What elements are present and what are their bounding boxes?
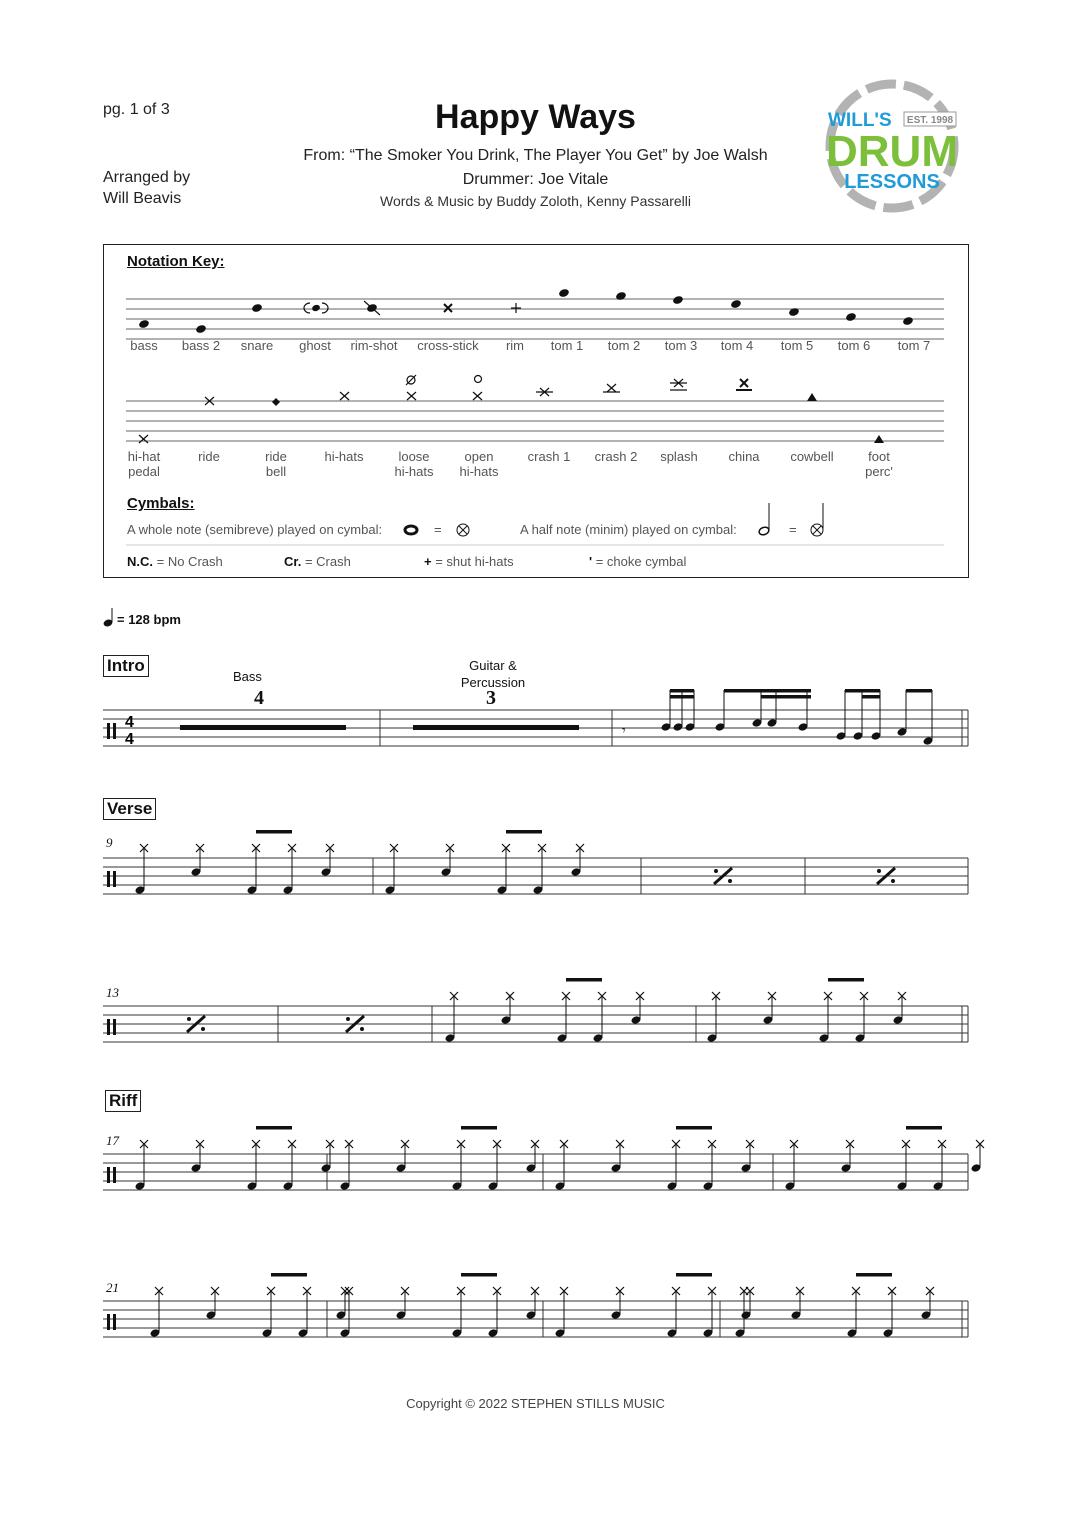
logo-est: EST. 1998 <box>906 115 954 126</box>
logo-line1: WILL'S <box>828 110 892 131</box>
repeat-bar-14-dot2 <box>360 1027 364 1031</box>
notation-key-heading: Notation Key: <box>127 253 225 270</box>
logo-line3: LESSONS <box>844 171 940 193</box>
r24-beam <box>856 1273 892 1277</box>
rehearsal-intro: Intro <box>103 655 149 677</box>
repeat-bar-14-dot1 <box>346 1017 350 1021</box>
arranger-name: Will Beavis <box>103 190 182 207</box>
r22-beam <box>461 1273 497 1277</box>
key-label-13: tom 7 <box>897 338 931 353</box>
repeat-bar-11-dot1 <box>714 869 718 873</box>
legend-shut-hihats: + = shut hi-hats <box>424 554 514 569</box>
key-label-9: tom 3 <box>664 338 698 353</box>
multirest-guitar <box>413 725 579 730</box>
whole-note-text: A whole note (semibreve) played on cymbal: <box>127 522 383 537</box>
key-label2-2: ride bell <box>265 449 287 479</box>
rehearsal-riff: Riff <box>105 1090 141 1112</box>
riff-staff-1-clef-b <box>113 1167 116 1183</box>
riff-staff-2-clef-a <box>107 1314 110 1330</box>
guitar-multirest-label: Guitar & Percussion <box>460 658 526 690</box>
key-label-11: tom 5 <box>780 338 814 353</box>
whole-equals: = <box>434 522 442 537</box>
measure-number-9: 9 <box>106 835 113 850</box>
verse-staff-1-clef-b <box>113 871 116 887</box>
key-label-4: rim-shot <box>350 338 398 353</box>
intro-staff-clef-b <box>113 723 116 739</box>
r20-beam <box>906 1126 942 1130</box>
key-label-2: snare <box>240 338 274 353</box>
intro-beam-1 <box>670 689 694 693</box>
measure-number-13: 13 <box>106 985 119 1000</box>
key-label2-7: crash 2 <box>594 449 638 464</box>
key-label-8: tom 2 <box>607 338 641 353</box>
cymbals-heading: Cymbals: <box>127 495 195 512</box>
intro-beam-2 <box>724 689 811 693</box>
r21-beam <box>271 1273 307 1277</box>
v15-beam <box>566 978 602 982</box>
legend-crash: Cr. = Crash <box>284 554 351 569</box>
song-title: Happy Ways <box>435 98 636 136</box>
r18-beam <box>461 1126 497 1130</box>
legend-choke: ' = choke cymbal <box>589 554 687 569</box>
key-label-1: bass 2 <box>181 338 221 353</box>
key-label2-6: crash 1 <box>527 449 571 464</box>
key-label2-8: splash <box>660 449 698 464</box>
time-sig-top: 4 <box>125 714 134 731</box>
arranged-by-label: Arranged by <box>103 169 191 186</box>
intro-beam-3 <box>845 689 880 693</box>
v16-beam <box>828 978 864 982</box>
multirest-bass <box>180 725 346 730</box>
v9-beam <box>256 830 292 834</box>
measure-number-17: 17 <box>106 1133 119 1148</box>
verse-staff-1-clef-a <box>107 871 110 887</box>
key-label2-1: ride <box>198 449 220 464</box>
verse-staff-2-clef-a <box>107 1019 110 1035</box>
riff-staff-1-clef-a <box>107 1167 110 1183</box>
key-label2-0: hi-hat pedal <box>127 449 161 479</box>
key-label-3: ghost <box>299 338 331 353</box>
drummer-credit: Drummer: Joe Vitale <box>462 171 609 188</box>
guitar-multirest-count: 3 <box>486 687 496 709</box>
repeat-bar-12-dot1 <box>877 869 881 873</box>
repeat-bar-13-dot1 <box>187 1017 191 1021</box>
tempo-marking: = 128 bpm <box>103 608 181 628</box>
key-label2-4: loose hi-hats <box>394 449 434 479</box>
verse-staff-2-clef-b <box>113 1019 116 1035</box>
rehearsal-verse: Verse <box>103 798 156 820</box>
key-label-5: cross-stick <box>417 338 479 353</box>
key-label2-10: cowbell <box>790 449 834 464</box>
bass-multirest-count: 4 <box>254 687 264 709</box>
logo-line2: DRUM <box>826 127 958 176</box>
key-label-0: bass <box>130 338 158 353</box>
songwriter-credit: Words & Music by Buddy Zoloth, Kenny Passarelli <box>380 193 691 209</box>
half-equals: = <box>789 522 797 537</box>
key-label2-3: hi-hats <box>324 449 364 464</box>
v10-beam <box>506 830 542 834</box>
page-number: pg. 1 of 3 <box>103 101 170 118</box>
measure-number-21: 21 <box>106 1280 119 1295</box>
intro-beam-1b <box>670 695 694 699</box>
riff-staff-2-clef-b <box>113 1314 116 1330</box>
key-label2-11: foot perc' <box>865 449 893 479</box>
intro-beam-4 <box>906 689 932 693</box>
eighth-rest: 𝄾 <box>622 722 626 738</box>
r23-beam <box>676 1273 712 1277</box>
album-credit: From: “The Smoker You Drink, The Player You Get” by Joe Walsh <box>303 147 768 164</box>
key-label-10: tom 4 <box>720 338 754 353</box>
key-label-7: tom 1 <box>550 338 584 353</box>
time-sig-bottom: 4 <box>125 731 134 748</box>
r17-beam <box>256 1126 292 1130</box>
legend-no-crash: N.C. = No Crash <box>127 554 223 569</box>
key-label-12: tom 6 <box>837 338 871 353</box>
key-label-6: rim <box>505 338 525 353</box>
intro-beam-2b <box>761 695 811 699</box>
bass-multirest-label: Bass <box>233 669 262 684</box>
repeat-bar-13-dot2 <box>201 1027 205 1031</box>
repeat-bar-11-dot2 <box>728 879 732 883</box>
key-label2-5: open hi-hats <box>459 449 499 479</box>
intro-staff-clef-a <box>107 723 110 739</box>
intro-beam-3b <box>862 695 880 699</box>
copyright-footer: Copyright © 2022 STEPHEN STILLS MUSIC <box>406 1396 665 1411</box>
key-label2-9: china <box>728 449 760 464</box>
r19-beam <box>676 1126 712 1130</box>
half-note-text: A half note (minim) played on cymbal: <box>520 522 737 537</box>
repeat-bar-12-dot2 <box>891 879 895 883</box>
